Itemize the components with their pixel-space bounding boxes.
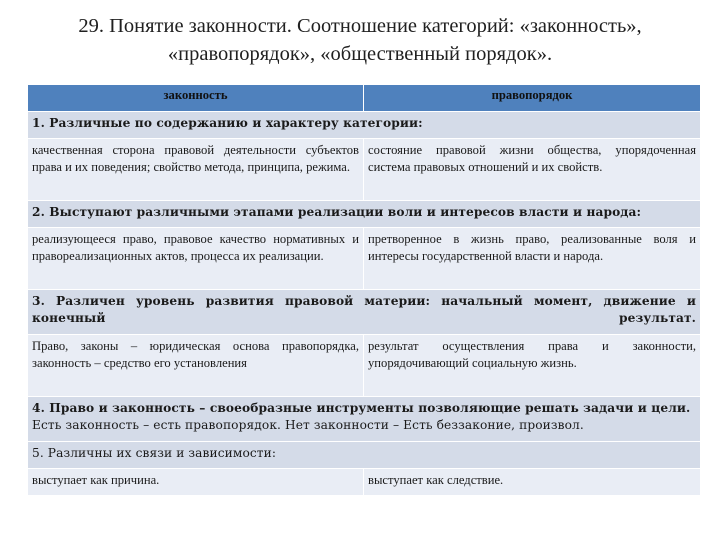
section-row (28, 201, 701, 228)
cell-legality-5: выступает как причина. (28, 469, 364, 496)
content-row (28, 228, 701, 290)
title-line-1: 29. Понятие законности. Соотношение категорий: «законность», (78, 15, 642, 37)
column-header-law-order: правопорядок (364, 85, 701, 112)
cell-law-order-5: выступает как следствие. (364, 469, 701, 496)
column-header-legality: законность (28, 85, 364, 112)
cell-law-order-3: результат осуществления права и законности, упорядочивающий социальную жизнь. (364, 335, 701, 397)
slide-title (20, 12, 700, 68)
section-row (28, 112, 701, 139)
section-heading-1: 1. Различные по содержанию и характеру категории: (28, 112, 701, 139)
comparison-table (27, 84, 701, 496)
cell-law-order-2: претворенное в жизнь право, реализованные воля и интересы государственной власти и народа. (364, 228, 701, 290)
cell-law-order-1: состояние правовой жизни общества, упорядоченная система правовых отношений и их свойств. (364, 139, 701, 201)
content-row (28, 335, 701, 397)
section-heading-5: 5. Различны их связи и зависимости: (28, 442, 701, 469)
header-row (28, 85, 701, 112)
section-heading-3: 3. Различен уровень развития правовой материи: начальный момент, движение и конечный результат. (28, 290, 701, 335)
cell-legality-2: реализующееся право, правовое качество нормативных и правореализационных актов, процесса их реализации. (28, 228, 364, 290)
cell-legality-3: Право, законы – юридическая основа правопорядка, законность – средство его установления (28, 335, 364, 397)
title-line-2: «правопорядок», «общественный порядок». (167, 43, 553, 65)
cell-legality-1: качественная сторона правовой деятельности субъектов права и их поведения; свойство метода, принципа, режима. (28, 139, 364, 201)
content-row (28, 139, 701, 201)
content-row (28, 469, 701, 496)
section-row (28, 290, 701, 335)
section-heading-4-subtitle: Есть законность – есть правопорядок. Нет законности – Есть беззаконие, произвол. (32, 418, 584, 432)
section-row (28, 442, 701, 469)
section-heading-4 (28, 397, 701, 442)
section-row (28, 397, 701, 442)
section-heading-4-title: 4. Право и законность – своеобразные инструменты позволяющие решать задачи и цели. (32, 401, 691, 415)
section-heading-2: 2. Выступают различными этапами реализации воли и интересов власти и народа: (28, 201, 701, 228)
